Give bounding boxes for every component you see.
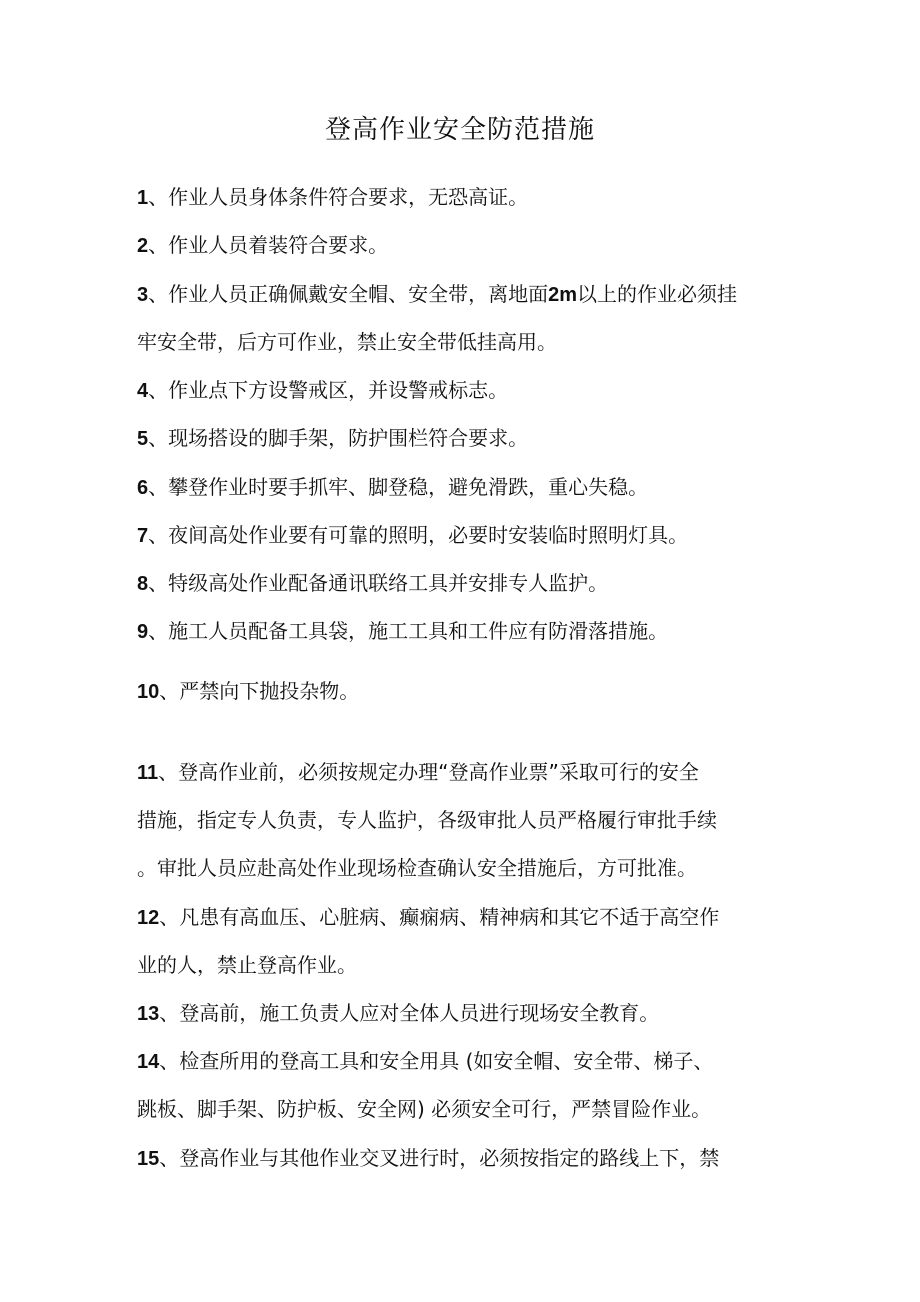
item-text: 、登高前，施工负责人应对全体人员进行现场安全教育。 — [159, 1001, 660, 1025]
list-item-4 — [137, 376, 508, 405]
item-text: 、登高作业前，必须按规定办理“登高作业票”采取可行的安全 — [158, 760, 699, 784]
item-text: 、现场搭设的脚手架，防护围栏符合要求。 — [148, 426, 529, 450]
list-item-12-continued — [137, 951, 357, 979]
item-number: 5 — [137, 428, 149, 450]
list-item-13 — [137, 999, 659, 1028]
item-text: 、作业人员正确佩戴安全帽、安全带，离地面 — [148, 282, 549, 306]
item-text: 、严禁向下抛投杂物。 — [159, 679, 360, 703]
list-item-10 — [137, 677, 359, 706]
list-item-7 — [137, 521, 688, 550]
list-item-11-continued — [137, 854, 697, 882]
item-number: 14 — [137, 1051, 160, 1073]
item-text: 。审批人员应赴高处作业现场检查确认安全措施后，方可批准。 — [137, 856, 697, 880]
list-item-1 — [137, 183, 528, 212]
list-item-5 — [137, 424, 528, 453]
item-text: 牢安全带，后方可作业，禁止安全带低挂高用。 — [137, 330, 557, 354]
item-text: 、夜间高处作业要有可靠的照明，必要时安装临时照明灯具。 — [148, 523, 689, 547]
list-item-3 — [137, 280, 737, 309]
item-text: 以上的作业必须挂 — [577, 282, 738, 306]
item-number: 8 — [137, 573, 149, 595]
list-item-11 — [137, 758, 699, 787]
list-item-15 — [137, 1144, 719, 1173]
item-text: 、施工人员配备工具袋，施工工具和工件应有防滑落措施。 — [148, 619, 669, 643]
item-text: 业的人，禁止登高作业。 — [137, 953, 357, 977]
item-number: 6 — [137, 477, 149, 499]
item-text: 跳板、脚手架、防护板、安全网) 必须安全可行，严禁冒险作业。 — [137, 1097, 712, 1121]
list-item-8 — [137, 569, 608, 598]
item-number: 9 — [137, 621, 149, 643]
item-text: 、登高作业与其他作业交叉进行时，必须按指定的路线上下，禁 — [159, 1146, 720, 1170]
item-text: 、检查所用的登高工具和安全用具 (如安全帽、安全带、梯子、 — [159, 1049, 714, 1073]
height-value: 2m — [548, 284, 578, 306]
item-number: 12 — [137, 907, 160, 929]
item-text: 、作业人员身体条件符合要求，无恐高证。 — [148, 185, 529, 209]
list-item-9 — [137, 617, 668, 646]
list-item-12 — [137, 903, 719, 932]
item-text: 、作业点下方设警戒区，并设警戒标志。 — [148, 378, 509, 402]
item-text: 措施，指定专人负责，专人监护，各级审批人员严格履行审批手续 — [137, 808, 717, 832]
item-number: 13 — [137, 1003, 160, 1025]
item-text: 、凡患有高血压、心脏病、癫痫病、精神病和其它不适于高空作 — [159, 905, 720, 929]
list-item-3-continued — [137, 328, 557, 356]
item-number: 4 — [137, 380, 149, 402]
item-number: 7 — [137, 525, 149, 547]
list-item-11-continued — [137, 806, 717, 834]
item-text: 、特级高处作业配备通讯联络工具并安排专人监护。 — [148, 571, 609, 595]
list-item-6 — [137, 473, 648, 502]
item-number: 2 — [137, 235, 149, 257]
item-number: 10 — [137, 681, 160, 703]
list-item-14-continued — [137, 1095, 711, 1123]
list-item-14 — [137, 1047, 713, 1076]
item-text: 、攀登作业时要手抓牢、脚登稳，避免滑跌，重心失稳。 — [148, 475, 649, 499]
item-number: 11 — [137, 762, 159, 784]
item-number: 3 — [137, 284, 149, 306]
item-number: 1 — [137, 187, 149, 209]
item-text: 、作业人员着装符合要求。 — [148, 233, 389, 257]
document-title: 登高作业安全防范措施 — [324, 115, 595, 145]
list-item-2 — [137, 231, 388, 260]
item-number: 15 — [137, 1148, 160, 1170]
